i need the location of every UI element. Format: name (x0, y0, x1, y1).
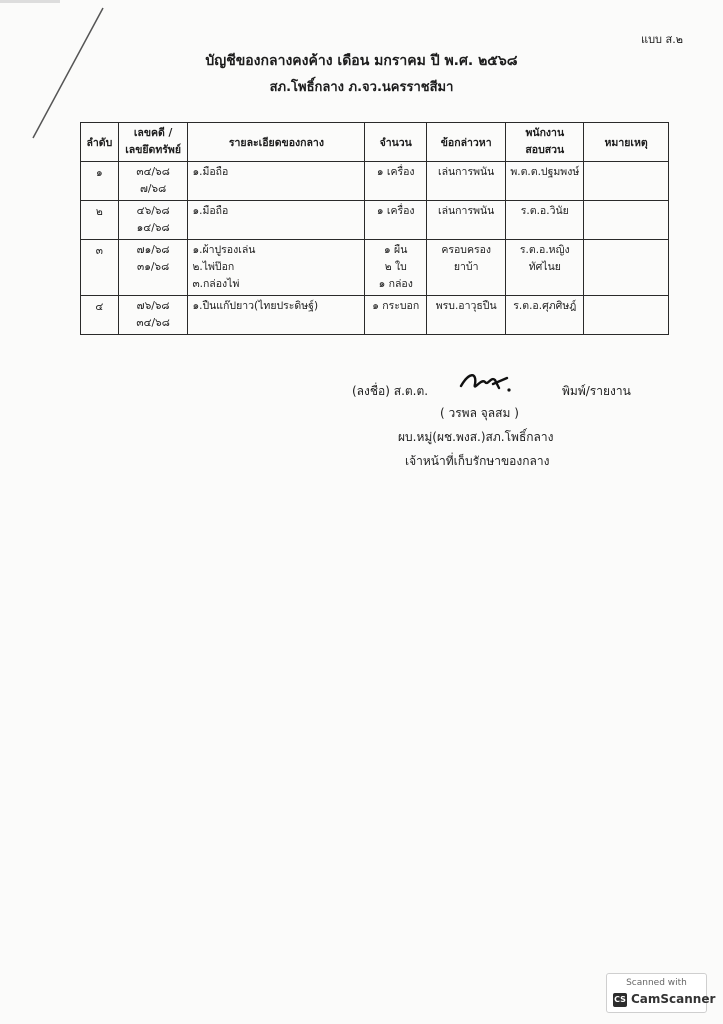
cell-remark (584, 162, 669, 201)
cell-officer: ร.ต.อ.ศุภศิษฎ์ (506, 296, 584, 335)
header-charge: ข้อกล่าวหา (427, 123, 506, 162)
header-remark: หมายเหตุ (584, 123, 669, 162)
document-subtitle: สภ.โพธิ์กลาง ภ.จว.นครราชสีมา (269, 80, 454, 95)
table-row (81, 162, 669, 201)
cell-case-no: ๗๖/๖๘ ๓๔/๖๘ (118, 296, 188, 335)
cell-quantity: ๑ ผืน ๒ ใบ ๑ กล่อง (365, 240, 427, 296)
cell-officer: พ.ต.ต.ปฐมพงษ์ (506, 162, 584, 201)
table-row (81, 296, 669, 335)
signature-role: พิมพ์/รายงาน (562, 384, 631, 398)
cell-charge: เล่นการพนัน (427, 162, 506, 201)
table-row (81, 201, 669, 240)
document-title: บัญชีของกลางคงค้าง เดือน มกราคม ปี พ.ศ. ๒๕๖๘ (205, 53, 518, 69)
cell-remark (584, 296, 669, 335)
cell-seq: ๒ (81, 201, 119, 240)
scanned-with-text: Scanned with (626, 978, 687, 988)
cell-quantity: ๑ กระบอก (365, 296, 427, 335)
signature-label: (ลงชื่อ) ส.ต.ต. (352, 384, 429, 398)
signer-position: ผบ.หมู่(ผช.พงส.)สภ.โพธิ์กลาง (398, 430, 554, 444)
header-quantity: จำนวน (365, 123, 427, 162)
cell-officer: ร.ต.อ.หญิง ทัศไนย (506, 240, 584, 296)
handwritten-signature (455, 368, 515, 398)
cell-seq: ๑ (81, 162, 119, 201)
cell-charge: พรบ.อาวุธปืน (427, 296, 506, 335)
cell-detail: ๑.ผ้าปูรองเล่น ๒.ไพ่ป๊อก ๓.กล่องไพ่ (188, 240, 365, 296)
cell-officer: ร.ต.อ.วินัย (506, 201, 584, 240)
cell-seq: ๓ (81, 240, 119, 296)
evidence-table (80, 122, 669, 335)
cell-seq: ๔ (81, 296, 119, 335)
cell-case-no: ๔๖/๖๘ ๑๔/๖๘ (118, 201, 188, 240)
header-case-no: เลขคดี / เลขยึดทรัพย์ (118, 123, 188, 162)
cell-remark (584, 240, 669, 296)
header-detail: รายละเอียดของกลาง (188, 123, 365, 162)
signer-name: ( วรพล จุลสม ) (440, 406, 519, 420)
table-body (81, 162, 669, 335)
cell-detail: ๑.มือถือ (188, 162, 365, 201)
signature-row (340, 378, 660, 402)
cell-charge: ครอบครอง ยาบ้า (427, 240, 506, 296)
table-row (81, 240, 669, 296)
signer-duty: เจ้าหน้าที่เก็บรักษาของกลาง (405, 454, 550, 468)
cell-detail: ๑.ปืนแก๊ปยาว(ไทยประดิษฐ์) (188, 296, 365, 335)
header-officer: พนักงาน สอบสวน (506, 123, 584, 162)
cell-quantity: ๑ เครื่อง (365, 201, 427, 240)
cell-case-no: ๓๔/๖๘ ๗/๖๘ (118, 162, 188, 201)
camscanner-logo-icon: CS (613, 993, 627, 1007)
form-code: แบบ ส.๒ (640, 33, 683, 46)
cell-remark (584, 201, 669, 240)
cell-case-no: ๗๑/๖๘ ๓๑/๖๘ (118, 240, 188, 296)
table-header-row (81, 123, 669, 162)
camscanner-brand: CamScanner (631, 992, 716, 1006)
cell-detail: ๑.มือถือ (188, 201, 365, 240)
header-seq: ลำดับ (81, 123, 119, 162)
cell-quantity: ๑ เครื่อง (365, 162, 427, 201)
camscanner-badge (606, 973, 716, 1013)
cell-charge: เล่นการพนัน (427, 201, 506, 240)
